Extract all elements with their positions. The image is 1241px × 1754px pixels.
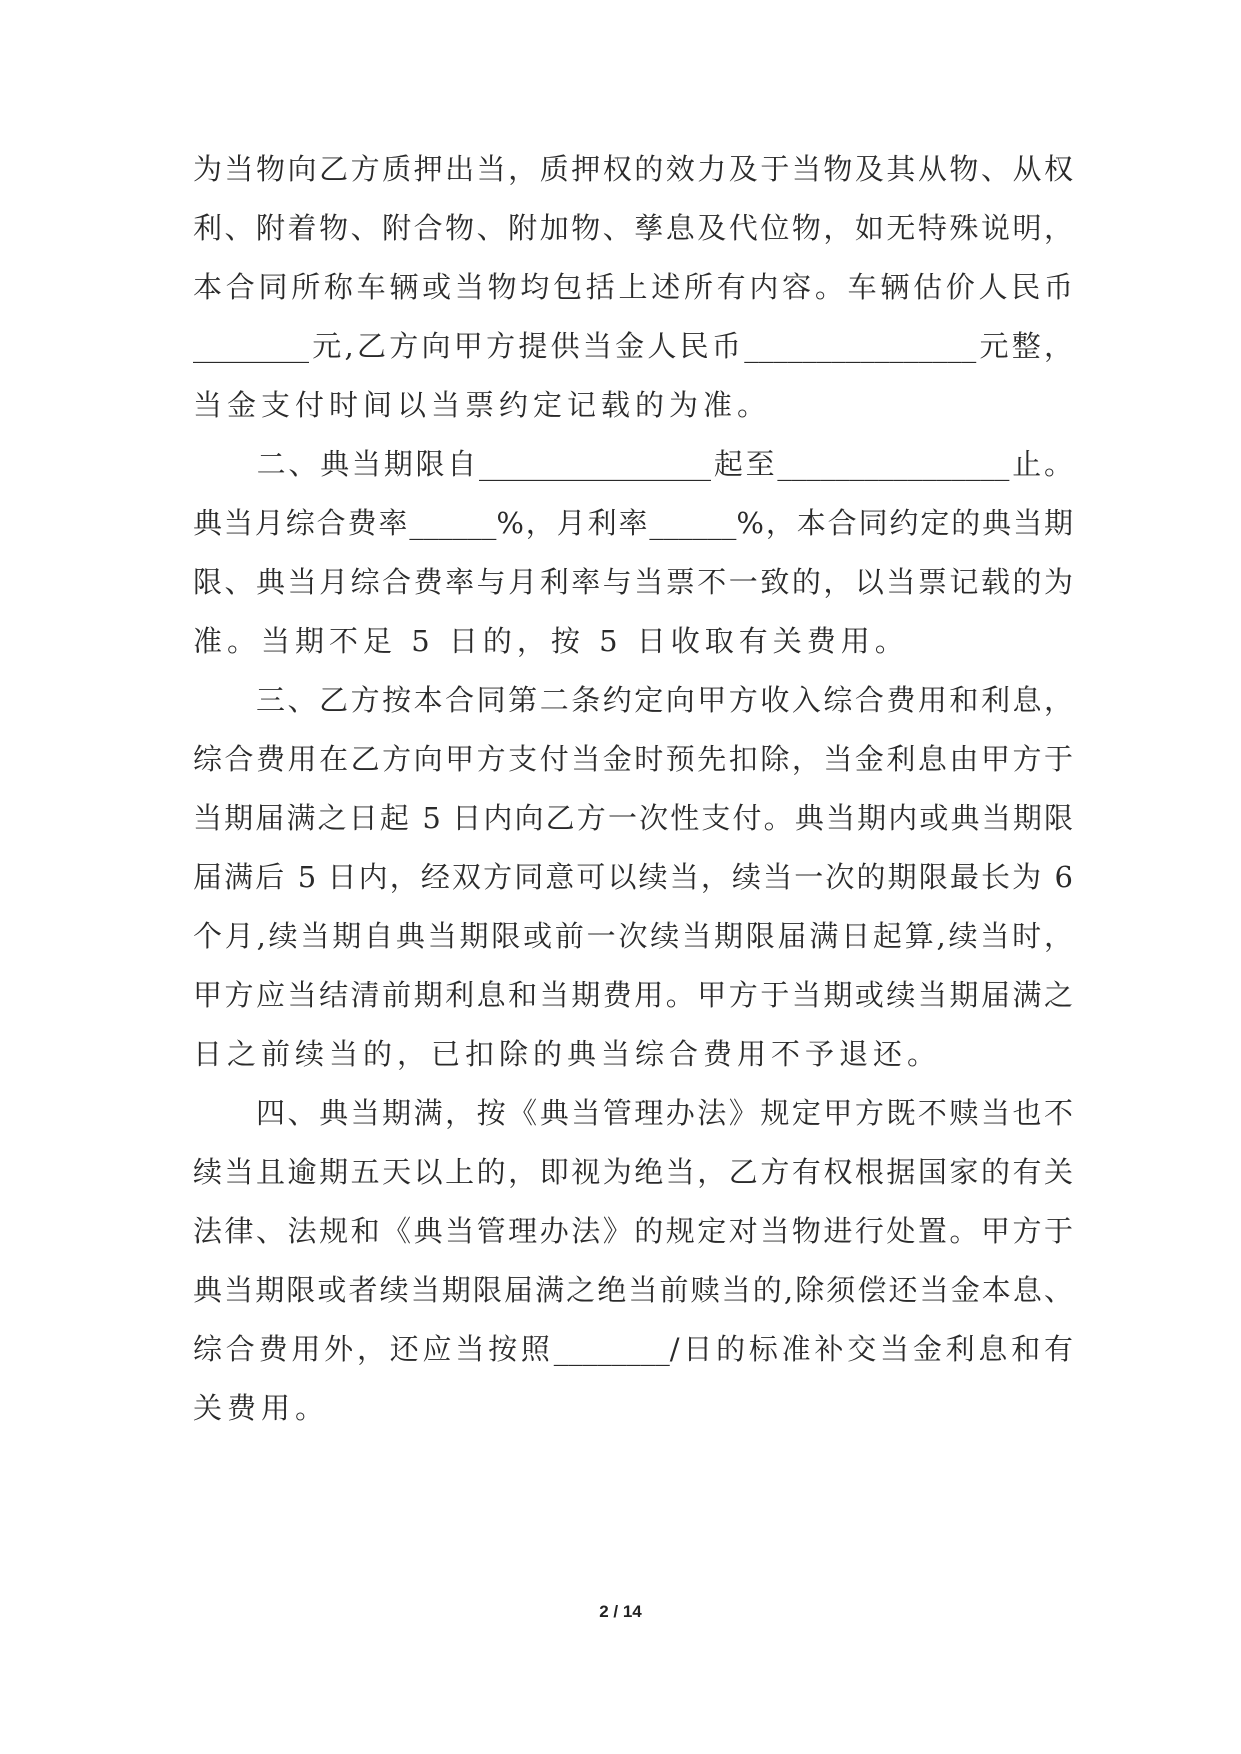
text-line: 三、乙方按本合同第二条约定向甲方收入综合费用和利息，	[193, 683, 1073, 717]
text-line: 当金支付时间以当票约定记载的为准。	[193, 388, 772, 422]
text-line: 法律、法规和《典当管理办法》的规定对当物进行处置。甲方于	[193, 1214, 1073, 1248]
text-line: 续当且逾期五天以上的，即视为绝当，乙方有权根据国家的有关	[193, 1155, 1073, 1189]
text-line: 关费用。	[193, 1391, 330, 1425]
text-line: ________元,乙方向甲方提供当金人民币________________元整，	[193, 329, 1073, 363]
text-line: 日之前续当的，已扣除的典当综合费用不予退还。	[193, 1037, 942, 1071]
page-number: 2 / 14	[599, 1602, 642, 1621]
text-line: 综合费用在乙方向甲方支付当金时预先扣除，当金利息由甲方于	[193, 742, 1073, 776]
text-line: 届满后 5 日内，经双方同意可以续当，续当一次的期限最长为 6	[193, 860, 1073, 894]
text-line: 当期届满之日起 5 日内向乙方一次性支付。典当期内或典当期限	[193, 801, 1073, 835]
text-line: 限、典当月综合费率与月利率与当票不一致的，以当票记载的为	[193, 565, 1073, 599]
text-line: 个月,续当期自典当期限或前一次续当期限届满日起算,续当时，	[193, 919, 1073, 953]
text-line: 为当物向乙方质押出当，质押权的效力及于当物及其从物、从权	[193, 152, 1073, 186]
text-line: 典当期限或者续当期限届满之绝当前赎当的,除须偿还当金本息、	[193, 1273, 1073, 1307]
text-line: 典当月综合费率______%，月利率______%，本合同约定的典当期	[193, 506, 1073, 540]
text-line: 甲方应当结清前期利息和当期费用。甲方于当期或续当期届满之	[193, 978, 1073, 1012]
text-line: 本合同所称车辆或当物均包括上述所有内容。车辆估价人民币	[193, 270, 1073, 304]
text-line: 准。当期不足 5 日的，按 5 日收取有关费用。	[193, 624, 909, 658]
text-line: 综合费用外，还应当按照________/日的标准补交当金利息和有	[193, 1332, 1073, 1366]
text-line: 二、典当期限自________________起至________________止。	[193, 447, 1073, 481]
text-line: 四、典当期满，按《典当管理办法》规定甲方既不赎当也不	[193, 1096, 1073, 1130]
text-line: 利、附着物、附合物、附加物、孳息及代位物，如无特殊说明，	[193, 211, 1073, 245]
